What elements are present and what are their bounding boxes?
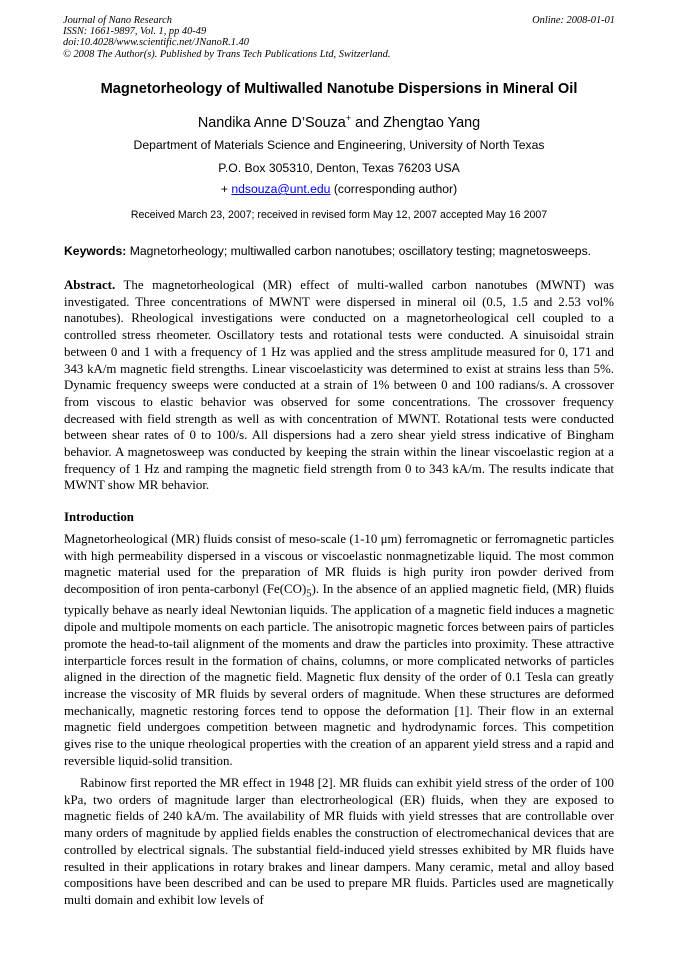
journal-copyright: © 2008 The Author(s). Published by Trans Tech Publications Ltd, Switzerland. bbox=[63, 48, 391, 60]
intro-p1-subscript: 5 bbox=[306, 587, 312, 600]
author-line bbox=[40, 113, 638, 131]
online-date: Online: 2008-01-01 bbox=[532, 15, 615, 26]
keywords-text: Magnetorheology; multiwalled carbon nanotubes; oscillatory testing; magnetosweeps. bbox=[126, 244, 592, 258]
journal-header bbox=[63, 15, 615, 60]
corr-prefix: + bbox=[220, 182, 232, 196]
intro-paragraph-2: Rabinow first reported the MR effect in 1948 [2]. MR fluids can exhibit yield stress of the order of 100 kPa, two orders of magnitude larger than electrorheological (ER) fluids, when they are exposed to magnetic fields of 240 kA/m. The availability of MR fluids with yield stresses that are controllable over many orders of magnitude by applied fields enables the construction of electromechanical devices that are controlled by electrical signals. The substantial field-induced yield stresses exhibited by MR fluids have resulted in their applications in rotary brakes and linear dampers. Many ceramic, metal and alloy based compositions have been described and can be used to prepare MR fluids. Particles used are magnetically multi domain and exhibit low levels of bbox=[64, 776, 614, 907]
journal-doi: doi:10.4028/www.scientific.net/JNanoR.1.40 bbox=[63, 37, 249, 49]
corresponding-author bbox=[40, 182, 638, 196]
email-link[interactable]: ndsouza@unt.edu bbox=[231, 182, 331, 196]
intro-paragraph-1 bbox=[64, 531, 614, 769]
abstract bbox=[64, 277, 614, 494]
abstract-text: The magnetorheological (MR) effect of multi-walled carbon nanotubes (MWNT) was investigated. Three concentrations of MWNT were dispersed in mineral oil (0.5, 1.5 and 2.53 vol% nanotubes). Rheological investigations were conducted on a magnetorheological cell coupled to a controlled stress rheometer. Oscillatory tests and rotational tests were conducted. A sinuisoidal strain between 0 and 1 with a frequency of 1 Hz was applied and the stress amplitude measured for 0, 171 and 343 kA/m magnetic field strengths. Linear viscoelasticity was determined to exist at strains less than 5%. Dynamic frequency sweeps were conducted at a strain of 1% between 0 and 100 radians/s. A crossover from viscous to elastic behavior was observed for some concentrations. The crossover frequency decreased with field strength as well as with concentration of MWNT. Rotational tests were conducted between shear rates of 0 to 100/s. All dispersions had a zero shear yield stress indicative of Bingham behavior. A magnetosweep was conducted by keeping the strain within the linear viscoelastic region at a frequency of 1 Hz and ramping the magnetic field strength from 0 to 343 kA/m. The results indicate that MWNT show MR behavior. bbox=[64, 278, 614, 493]
keywords-label: Keywords: bbox=[64, 244, 127, 258]
intro-p1-part-b: ). In the absence of an applied magnetic field, (MR) fluids typically behave as nearly ideal Newtonian liquids. The application of a magnetic field induces a magnetic dipole and multipole moments on each particle. The anisotropic magnetic forces between pairs of particles promote the head-to-tail alignment of the moments and draw the particles into proximity. These attractive interparticle forces result in the formation of chains, columns, or more complicated networks of particles aligned in the direction of the magnetic field. Magnetic flux density of the order of 0.1 Tesla can greatly increase the viscosity of MR fluids by several orders of magnitude. When these structures are deformed mechanically, magnetic restoring forces tend to oppose the deformation [1]. Their flow in an external magnetic field undergoes competition between magnetic and hydrodynamic forces. This competition gives rise to the unique rheological properties with the creation of an apparent yield stress and a rapid and reversible liquid-solid transition. bbox=[64, 582, 615, 768]
intro-p1-part-a: Magnetorheological (MR) fluids consist of meso-scale (1-10 μm) ferromagnetic or ferromagnetic particles with high permeability dispersed in a viscous or viscoelastic nonmagnetizable liquid. The most common magnetic material used for the preparation of MR fluids is high purity iron powder derived from decomposition of iron penta-carbonyl (Fe(CO) bbox=[64, 532, 614, 597]
corr-suffix: (corresponding author) bbox=[330, 182, 458, 196]
abstract-label: Abstract. bbox=[64, 278, 116, 292]
section-heading-introduction: Introduction bbox=[64, 510, 134, 524]
paper-title: Magnetorheology of Multiwalled Nanotube Dispersions in Mineral Oil bbox=[100, 81, 578, 97]
keywords bbox=[64, 244, 624, 258]
author-rest: and Zhengtao Yang bbox=[351, 114, 481, 131]
journal-name: Journal of Nano Research bbox=[63, 15, 172, 26]
author-first: Nandika Anne D’Souza bbox=[197, 114, 346, 131]
affiliation-dept: Department of Materials Science and Engineering, University of North Texas bbox=[133, 138, 545, 152]
received-dates: Received March 23, 2007; received in revised form May 12, 2007 accepted May 16 2007 bbox=[130, 209, 548, 221]
journal-issn: ISSN: 1661-9897, Vol. 1, pp 40-49 bbox=[63, 26, 207, 38]
author-marker: + bbox=[345, 113, 352, 123]
affiliation-address: P.O. Box 305310, Denton, Texas 76203 USA bbox=[218, 161, 460, 175]
